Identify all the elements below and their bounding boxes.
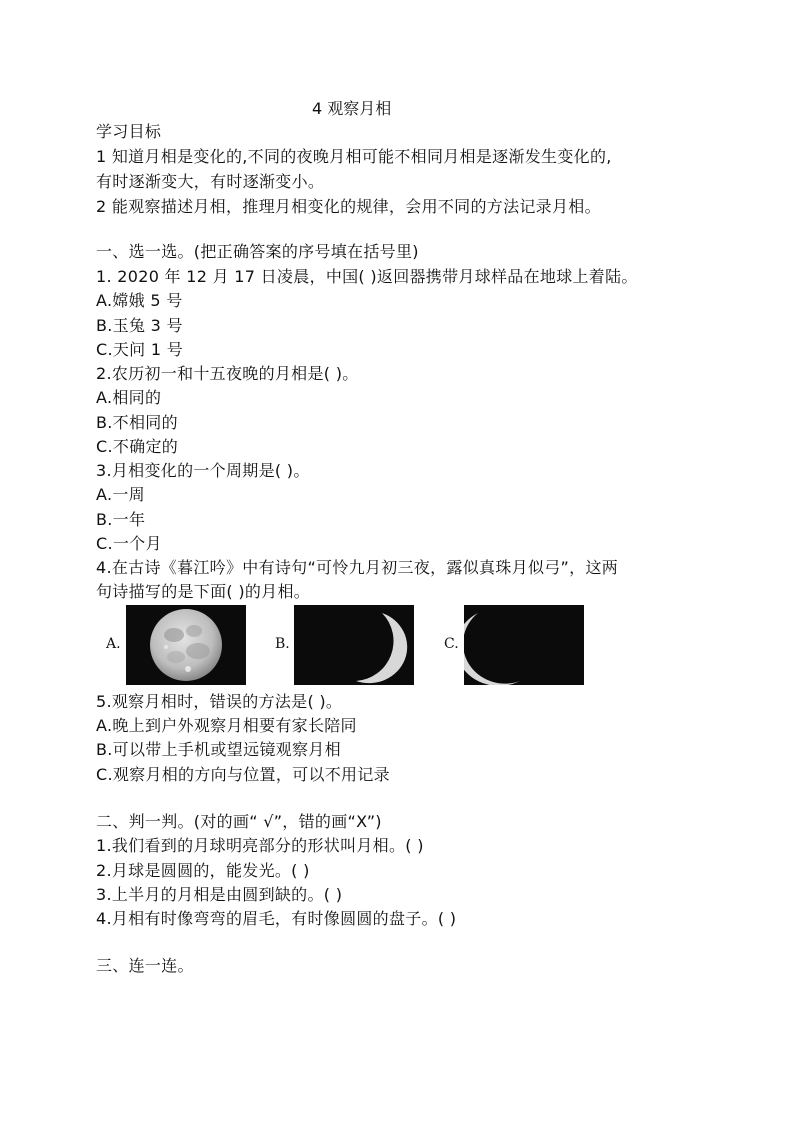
goal-2: 2 能观察描述月相，推理月相变化的规律，会用不同的方法记录月相。 — [96, 197, 601, 216]
judge-3: 3.上半月的月相是由圆到缺的。( ) — [96, 885, 343, 904]
goal-1-line-1: 1 知道月相是变化的,不同的夜晚月相可能不相同月相是逐渐发生变化的, — [96, 147, 612, 166]
q3-stem: 3.月相变化的一个周期是( )。 — [96, 461, 310, 480]
q4-moon-options — [96, 605, 616, 685]
page-title: 4 观察月相 — [312, 99, 392, 118]
q3-option-b: B.一年 — [96, 510, 146, 529]
q3-option-c: C.一个月 — [96, 534, 162, 553]
q1-option-b: B.玉兔 3 号 — [96, 316, 183, 335]
q5-option-c: C.观察月相的方向与位置，可以不用记录 — [96, 765, 390, 784]
q1-option-a: A.嫦娥 5 号 — [96, 291, 183, 310]
q2-stem: 2.农历初一和十五夜晚的月相是( )。 — [96, 364, 359, 383]
section-1-heading: 一、选一选。(把正确答案的序号填在括号里) — [96, 242, 419, 261]
goals-heading: 学习目标 — [96, 122, 162, 141]
judge-4: 4.月相有时像弯弯的眉毛，有时像圆圆的盘子。( ) — [96, 909, 457, 928]
full-moon-photo — [126, 605, 246, 685]
q5-stem: 5.观察月相时，错误的方法是( )。 — [96, 692, 343, 711]
section-2-heading: 二、判一判。(对的画“ √”，错的画“X”) — [96, 812, 382, 831]
section-3-heading: 三、连一连。 — [96, 956, 194, 975]
q2-option-a: A.相同的 — [96, 388, 162, 407]
q2-option-c: C.不确定的 — [96, 437, 179, 456]
q4-label-b: B. — [275, 636, 290, 652]
judge-2: 2.月球是圆圆的，能发光。( ) — [96, 861, 310, 880]
q5-option-b: B.可以带上手机或望远镜观察月相 — [96, 740, 341, 759]
q3-option-a: A.一周 — [96, 485, 145, 504]
q4-label-a: A. — [106, 636, 121, 652]
q4-label-c: C. — [444, 636, 459, 652]
goal-1-line-2: 有时逐渐变大，有时逐渐变小。 — [96, 172, 325, 191]
q2-option-b: B.不相同的 — [96, 413, 178, 432]
q1-stem: 1. 2020 年 12 月 17 日凌晨，中国( )返回器携带月球样品在地球上着陆。 — [96, 267, 638, 286]
judge-1: 1.我们看到的月球明亮部分的形状叫月相。( ) — [96, 836, 424, 855]
q4-stem-line-1: 4.在古诗《暮江吟》中有诗句“可怜九月初三夜，露似真珠月似弓”，这两 — [96, 558, 619, 577]
q5-option-a: A.晚上到户外观察月相要有家长陪同 — [96, 716, 357, 735]
crescent-moon-right-photo — [294, 605, 414, 685]
q1-option-c: C.天问 1 号 — [96, 340, 184, 359]
crescent-moon-left-photo — [464, 605, 584, 685]
q4-stem-line-2: 句诗描写的是下面( )的月相。 — [96, 582, 311, 601]
